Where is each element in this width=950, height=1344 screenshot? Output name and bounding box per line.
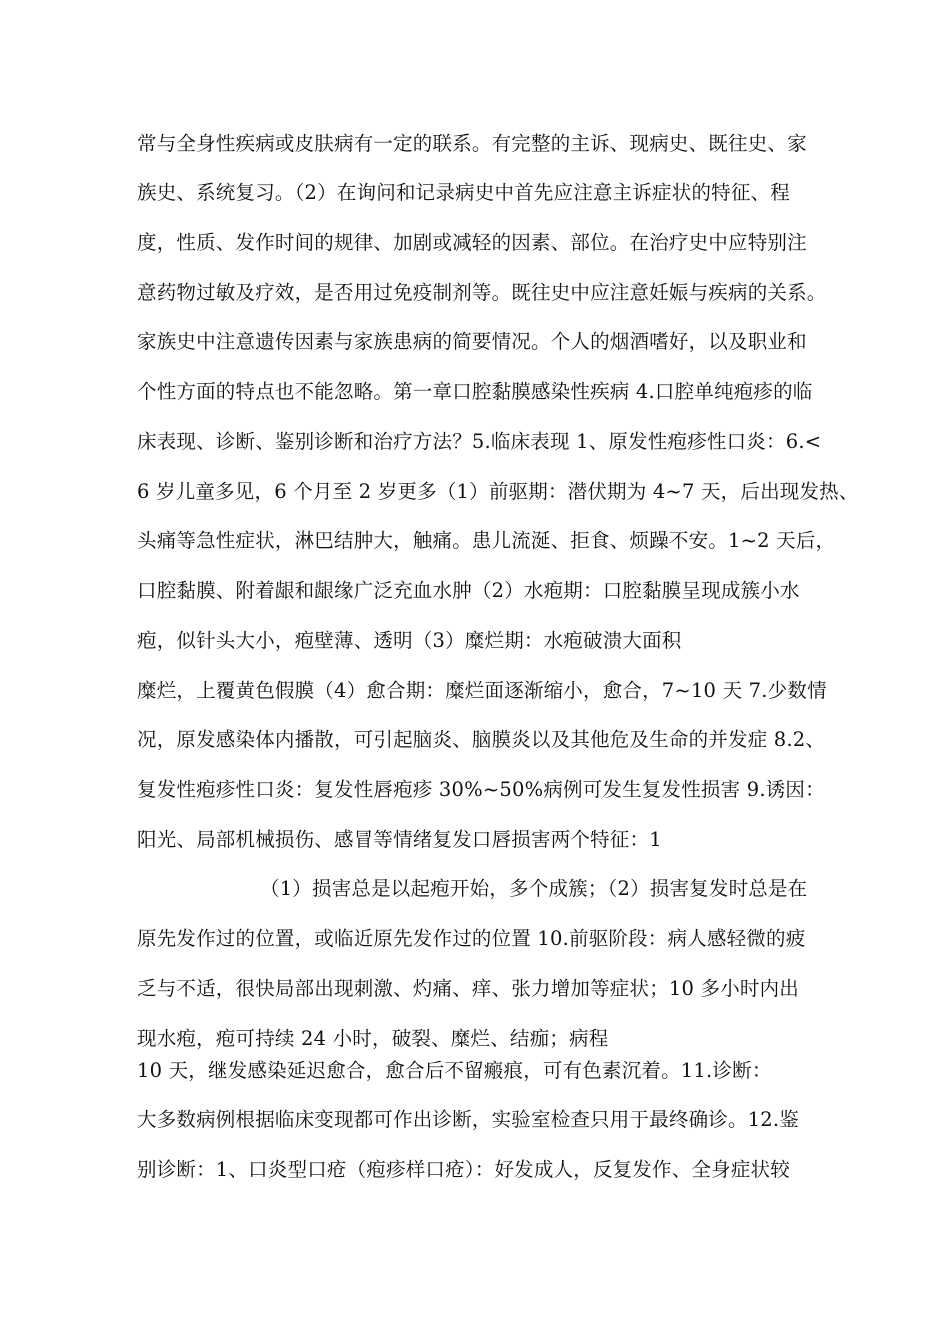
text-line-5: 家族史中注意遗传因素与家族患病的简要情况。个人的烟酒嗜好，以及职业和 (137, 330, 807, 353)
text-line-4: 意药物过敏及疗效，是否用过免疫制剂等。既往史中应注意妊娠与疾病的关系。 (137, 281, 827, 304)
text-line-17: 原先发作过的位置，或临近原先发作过的位置 10.前驱阶段：病人感轻微的疲 (137, 927, 806, 950)
text-line-7: 床表现、诊断、鉴别诊断和治疗方法？5.临床表现 1、原发性疱疹性口炎：6.< (137, 430, 822, 453)
text-line-22: 别诊断：1、口炎型口疮（疱疹样口疮）：好发成人，反复发作、全身症状较 (137, 1158, 790, 1181)
text-line-1: 常与全身性疾病或皮肤病有一定的联系。有完整的主诉、现病史、既往史、家 (137, 132, 807, 155)
text-line-19: 现水疱，疱可持续 24 小时，破裂、糜烂、结痂；病程 (137, 1027, 609, 1050)
text-line-14: 复发性疱疹性口炎：复发性唇疱疹 30%~50%病例可发生复发性损害 9.诱因： (137, 778, 825, 801)
text-line-12: 糜烂，上覆黄色假膜（4）愈合期：糜烂面逐渐缩小，愈合，7~10 天 7.少数情 (137, 679, 827, 702)
text-line-10: 口腔黏膜、附着龈和龈缘广泛充血水肿（2）水疱期：口腔黏膜呈现成簇小水 (137, 579, 800, 602)
text-line-20: 10 天，继发感染延迟愈合，愈合后不留瘢痕，可有色素沉着。11.诊断： (137, 1059, 772, 1082)
text-line-21: 大多数病例根据临床变现都可作出诊断，实验室检查只用于最终确诊。12.鉴 (137, 1108, 800, 1131)
text-line-11: 疱，似针头大小，疱壁薄、透明（3）糜烂期：水疱破溃大面积 (137, 629, 682, 652)
text-line-6: 个性方面的特点也不能忽略。第一章口腔黏膜感染性疾病 4.口腔单纯疱疹的临 (137, 380, 813, 403)
text-line-9: 头痛等急性症状，淋巴结肿大，触痛。患儿流涎、拒食、烦躁不安。1~2 天后， (137, 529, 836, 552)
text-line-15: 阳光、局部机械损伤、感冒等情绪复发口唇损害两个特征：1 (137, 828, 662, 851)
text-line-13: 况，原发感染体内播散，可引起脑炎、脑膜炎以及其他危及生命的并发症 8.2、 (137, 728, 826, 751)
text-line-16: （1）损害总是以起疱开始，多个成簇；（2）损害复发时总是在 (260, 877, 808, 900)
text-line-2: 族史、系统复习。（2）在询问和记录病史中首先应注意主诉症状的特征、程 (137, 181, 790, 204)
text-line-8: 6 岁儿童多见，6 个月至 2 岁更多（1）前驱期：潜伏期为 4~7 天，后出现发热、 (137, 480, 859, 503)
text-line-3: 度，性质、发作时间的规律、加剧或减轻的因素、部位。在治疗史中应特别注 (137, 231, 807, 254)
text-line-18: 乏与不适，很快局部出现刺激、灼痛、痒、张力增加等症状；10 多小时内出 (137, 977, 800, 1000)
